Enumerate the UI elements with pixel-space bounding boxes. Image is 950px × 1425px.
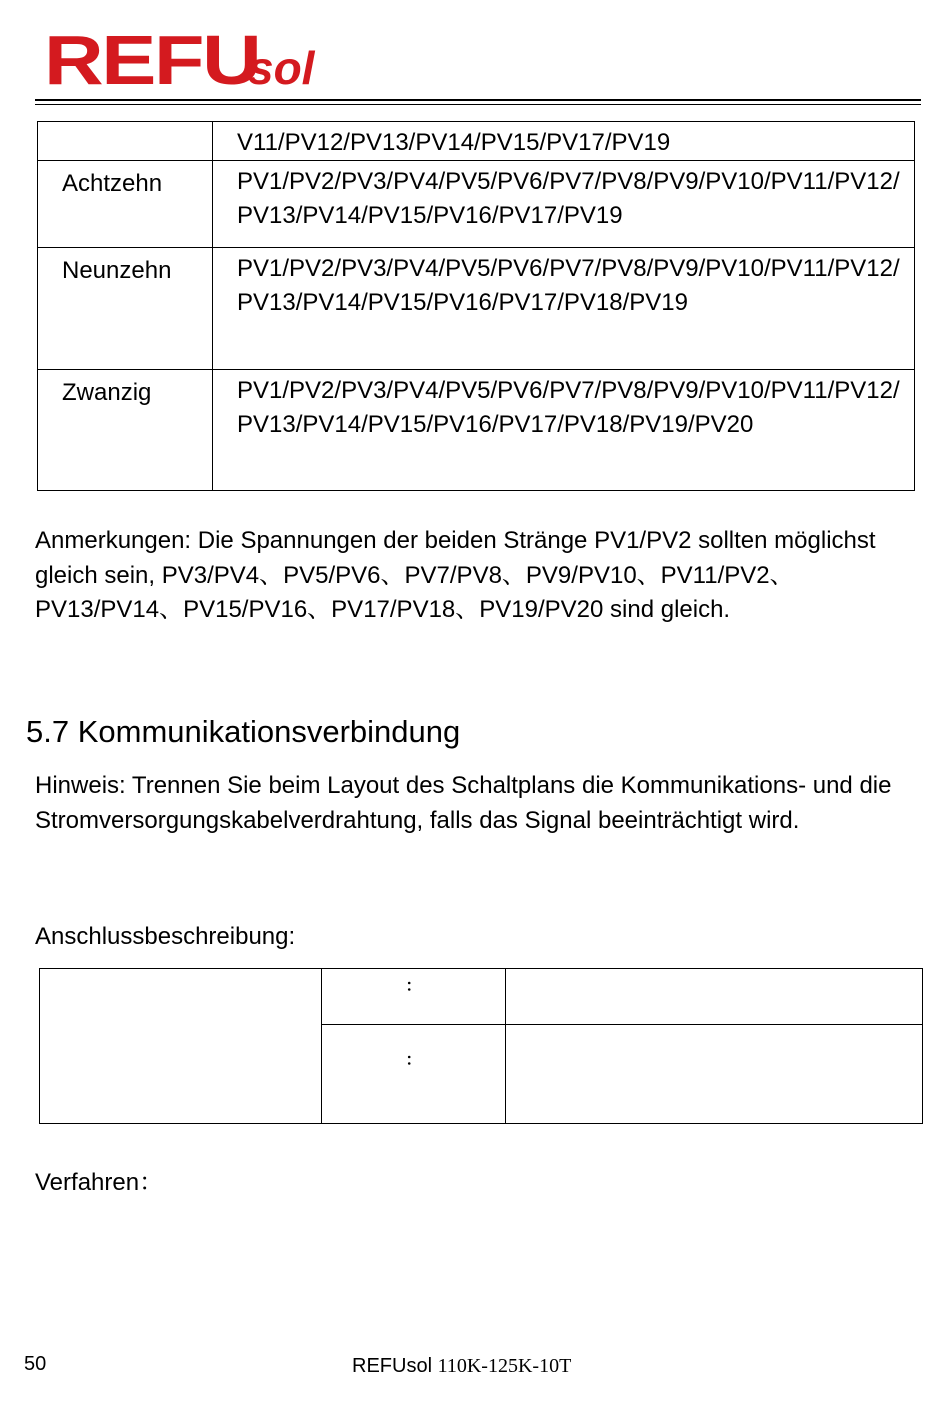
table-row: [38, 161, 915, 248]
footer-model-a: 110K-125: [437, 1355, 518, 1377]
section-heading: 5.7 Kommunikationsverbindung: [26, 714, 461, 749]
hint-paragraph: Hinweis: Trennen Sie beim Layout des Schaltplans die Kommunikations- und die Stromversorgungskabelverdrahtung, falls das Signal beeinträchtigt wird.: [35, 772, 892, 834]
pv-string-table: [37, 121, 915, 491]
connection-cell-mid: [322, 1025, 506, 1124]
table-row: [40, 969, 923, 1025]
connection-description-label: Anschlussbeschreibung:: [35, 923, 296, 950]
footer-brand: REFUsol: [352, 1355, 433, 1377]
row-label: Neunzehn: [38, 248, 213, 370]
connection-table: [39, 968, 923, 1124]
logo-refu-text: REFU: [44, 21, 260, 99]
voltage-note: Anmerkungen: Die Spannungen der beiden Stränge PV1/PV2 sollten möglichst gleich sein, PV3/PV4、PV5/PV6、PV7/PV8、PV9/PV10、PV11/PV2、PV13/PV14、PV15/PV16、PV17/PV18、PV19/PV20 sind gleich.: [35, 527, 876, 623]
table-row: [38, 122, 915, 161]
connection-colon: ：: [405, 1052, 422, 1069]
footer-model-d: T: [559, 1355, 572, 1377]
logo-sol-text: sol: [248, 42, 315, 94]
row-label: Zwanzig: [38, 370, 213, 491]
header-rule-thin: [35, 104, 921, 105]
table-row: [38, 370, 915, 491]
header-rule-thick: [35, 99, 921, 101]
procedure-label: Verfahren：: [35, 1169, 164, 1196]
row-value: PV1/PV2/PV3/PV4/PV5/PV6/PV7/PV8/PV9/PV10/PV11/PV12/PV13/PV14/PV15/PV16/PV17/PV19: [213, 161, 915, 248]
row-value: PV1/PV2/PV3/PV4/PV5/PV6/PV7/PV8/PV9/PV10/PV11/PV12/PV13/PV14/PV15/PV16/PV17/PV18/PV19: [213, 248, 915, 370]
connection-cell-mid: [322, 969, 506, 1025]
footer-product: [352, 1352, 571, 1380]
footer-model-b: K: [517, 1355, 533, 1377]
table-row: [38, 248, 915, 370]
connection-colon: ：: [405, 978, 422, 995]
connection-cell-right: [506, 969, 923, 1025]
row-label: Achtzehn: [38, 161, 213, 248]
row-label: [38, 122, 213, 161]
row-value: PV1/PV2/PV3/PV4/PV5/PV6/PV7/PV8/PV9/PV10/PV11/PV12/PV13/PV14/PV15/PV16/PV17/PV18/PV19/PV20: [213, 370, 915, 491]
footer-model-c: -10: [532, 1355, 560, 1377]
page-number: 50: [24, 1353, 47, 1375]
connection-cell-right: [506, 1025, 923, 1124]
row-value: V11/PV12/PV13/PV14/PV15/PV17/PV19: [213, 122, 915, 161]
connection-cell-left: [40, 969, 322, 1124]
